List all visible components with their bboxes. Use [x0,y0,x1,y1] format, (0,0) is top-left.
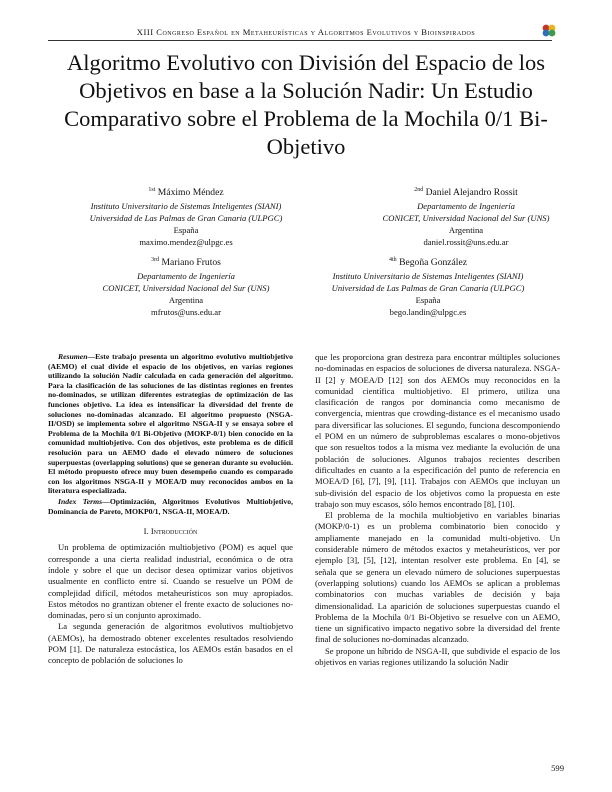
body-paragraph: que les proporciona gran destreza para encontrar múltiples soluciones no-dominadas en espacios de soluciones de diversa naturaleza. NSGA-II [2] y MOEA/D [12] son dos AEMOs muy reconocidos en la comunidad científica multiobjetivo. El primero, utiliza una clasificación de rangos por dominancia como mecanismo de convergencia, mientras que crowding-distance es el mecanismo usado para diversificar las soluciones. El segundo, funciona descomponiendo el POM en un número de subproblemas escalares o mono-objetivos que son resueltos todos a la misma vez mediante la evolución de una población de soluciones. Algunos trabajos recientes describen dificultades en cuanto a la especificación del punto de referencia en MOEA/D [6], [7], [9], [11]. Trabajos con AEMOs que incluyan un sub-división del espacio de los objetivos como la propuesta en este trabajo son muy escasos, sólo hemos encontrado [8], [10]. [315,352,560,509]
page-number: 599 [551,763,564,773]
author-block: $^{1st}$ Máximo Méndez Instituto Universitario de Sistemas Inteligentes (SIANI) Universidad de Las Palmas de Gran Canaria (ULPGC) España maximo.mendez@ulpgc.es [89,187,283,248]
left-column [48,352,293,667]
author-block: $^{2nd}$ Daniel Alejandro Rossit Departamento de Ingeniería CONICET, Universidad Nacional del Sur (UNS) Argentina daniel.rossit@uns.edu.ar [382,187,550,248]
author-block: $^{3rd}$ Mariano Frutos Departamento de Ingeniería CONICET, Universidad Nacional del Sur (UNS) Argentina mfrutos@uns.edu.ar [102,257,270,318]
body-paragraph: Un problema de optimización multiobjetivo (POM) es aquel que corresponde a una cierta realidad industrial, económica o de otra índole y sobre el que un decisor desea optimizar varios objetivos usualmente en conflicto entre sí. Cuando se resuelve un POM de complejidad difícil, métodos metaheurísticos son muy apropiados. Estos métodos no grantizan obtener el frente exacto de soluciones no-dominadas, pero sí un conjunto aproximado. [48,542,293,621]
abstract: Resumen—Este trabajo presenta un algoritmo evolutivo multiobjetivo (AEMO) el cual divide el espacio de los objetivos, en varias regiones utilizando la solución Nadir calculada en cada generación del algoritmo. Para la clasificación de las soluciones de las distintas regiones en frentes no-dominados, se utilizan diferentes estrategias de optimización de las funciones objetivo. La idea es intensificar la diversidad del frente de soluciones no-dominadas alcanzado. El algoritmo propuesto (NSGA-II/OSD) se implementa sobre el algoritmo NSGA-II y se ensaya sobre el Problema de la Mochila 0/1 Bi-Objetivo (MOKP-0/1) bien conocido en la comunidad multiobjetivo. Con dos objetivos, este problema es de difícil resolución para un AEMO dado el elevado número de soluciones superpuestas (overlapping solutions) que se generan durante su evolución. El método propuesto ofrece muy buen desempeño cuando es comparado con los algoritmos NSGA-II y MOEA/D muy reconocidos ambos en la literatura especializada. [48,352,293,496]
running-header: XIII Congreso Español en Metaheurísticas y Algoritmos Evolutivos y Bioinspirados [136,27,476,37]
header-rule [48,40,552,41]
author-block: $^{4th}$ Begoña González Instituto Universitario de Sistemas Inteligentes (SIANI) Universidad de Las Palmas de Gran Canaria (ULPGC) España bego.landin@ulpgc.es [331,257,525,318]
body-paragraph: Se propone un híbrido de NSGA-II, que subdivide el espacio de los objetivos en varias regiones utilizando la solución Nadir [315,645,560,668]
body-paragraph: El problema de la mochila multiobjetivo en variables binarias (MOKP/0-1) es un problema combinatorio bien conocido y ampliamente manejado en la comunidad multi-objetivo. Un considerable número de métodos exactos y metaheurísticos, ver por ejemplo [3], [5], [12], intentan resolver este problema. En [4], se señala que se genera un elevado número de soluciones superpuestas (overlapping solutions) cuando los AEMOs se aplican a problemas combinatorios con muchas variables de decisión y baja dimensionalidad. La aparición de soluciones superpuestas cuando el Problema de la Mochila 0/1 Bi-Objetivo se resuelve con un AEMO, tiene un significativo impacto negativo sobre la diversidad del frente final de soluciones no-dominadas alcanzado. [315,510,560,645]
index-terms: Index Terms—Optimización, Algoritmos Evolutivos Multiobjetivo, Dominancia de Pareto, MOKP0/1, NSGA-II, MOEA/D. [48,496,294,516]
right-column [315,352,560,668]
body-paragraph: La segunda generación de algoritmos evolutivos multiobjetvo (AEMOs), ha demostrado obtener excelentes resultados resolviendo POM [1]. De naturaleza estocástica, los AEMOs están basados en el concepto de población de soluciones lo [48,621,293,666]
paper-title: Algoritmo Evolutivo con División del Espacio de los Objetivos en base a la Solución Nadir: Un Estudio Comparativo sobre el Problema de la Mochila 0/1 Bi-Objetivo [64,50,548,159]
section-heading: I. Introducción [143,526,198,537]
maeb-logo-icon [541,23,557,37]
